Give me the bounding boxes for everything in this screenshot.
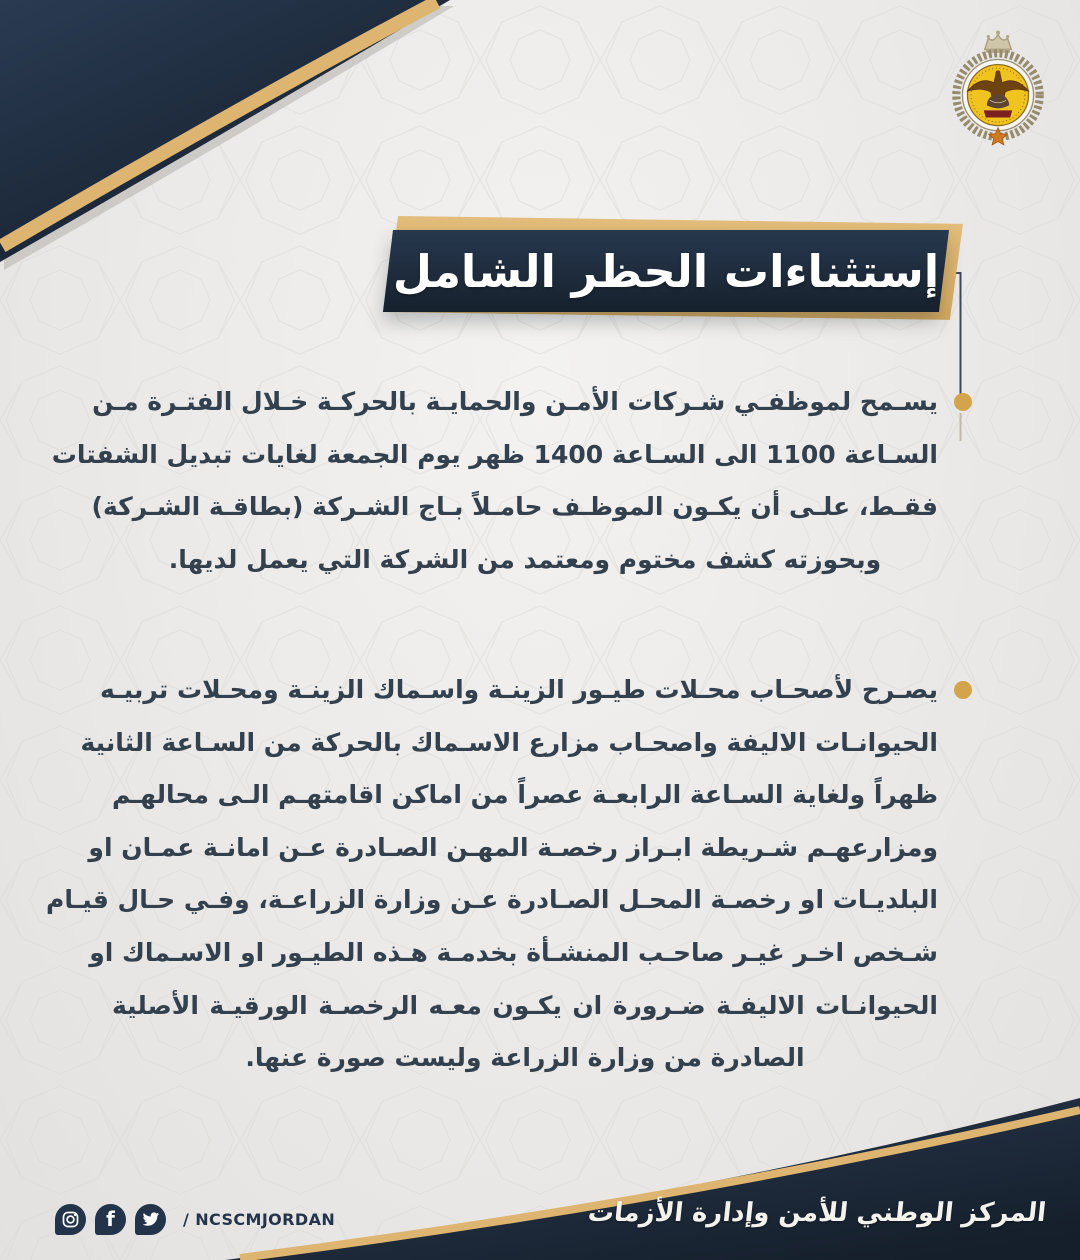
social-media-row xyxy=(55,1204,335,1235)
bullet-marker-1 xyxy=(954,393,972,411)
facebook-icon[interactable]: f xyxy=(95,1204,126,1235)
exception-paragraph-2 xyxy=(46,664,938,1085)
crown-icon xyxy=(985,31,1011,53)
instagram-icon[interactable] xyxy=(55,1204,86,1235)
paragraph-line: السـاعة 1100 الى السـاعة 1400 ظهر يوم الجمعة لغايات تبديل الشفتات xyxy=(51,439,938,469)
ribbon-banner xyxy=(984,110,1012,117)
twitter-icon[interactable] xyxy=(135,1204,166,1235)
paragraph-line: البلديـات او رخصـة المحـل الصـادرة عـن وزارة الزراعـة، وفـي حـال قيـام xyxy=(46,885,938,915)
emblem-icon xyxy=(942,28,1054,148)
paragraph-line: الصادرة من وزارة الزراعة وليست صورة عنها. xyxy=(245,1043,805,1073)
social-handle-label: / NCSCMJORDAN xyxy=(183,1210,336,1229)
paragraph-line: شـخص اخـر غيـر صاحـب المنشـأة بخدمـة هـذه الطيـور او الاسـماك او xyxy=(89,937,938,967)
paragraph-line: الحيوانـات الاليفة واصحـاب مزارع الاسـماك بالحركة من السـاعة الثانية xyxy=(80,727,938,757)
page-title: إستثناءات الحظر الشامل xyxy=(392,244,940,298)
bullet-marker-2 xyxy=(954,681,972,699)
title-banner xyxy=(383,230,949,312)
ncscm-royal-emblem xyxy=(942,28,1054,148)
paragraph-line: فقـط، علـى أن يكـون الموظـف حامـلاً بـاج الشـركة (بطاقـة الشـركة) xyxy=(91,492,938,522)
paragraph-line: الحيوانـات الاليفـة ضـرورة ان يكـون معـه الرخصـة الورقيـة الأصلية xyxy=(112,990,938,1020)
ncscm-signature-calligraphy: المركز الوطني للأمن وإدارة الأزمات xyxy=(586,1198,1048,1228)
paragraph-line: ظهراً ولغاية السـاعة الرابعـة عصراً من اماكن اقامتهـم الـى محالهـم xyxy=(112,780,938,810)
paragraph-line: ومزارعهـم شـريطة ابـراز رخصـة المهـن الصـادرة عـن امانـة عمـان او xyxy=(88,832,938,862)
paragraph-line: يصـرح لأصحـاب محـلات طيـور الزينـة واسـماك الزينـة ومحـلات تربيـه xyxy=(100,675,938,704)
paragraph-line: وبحوزته كشف مختوم ومعتمد من الشركة التي يعمل لديها. xyxy=(168,544,882,574)
paragraph-line: يسـمح لموظفـي شـركات الأمـن والحمايـة بالحركـة خـلال الفتـرة مـن xyxy=(92,387,938,416)
exception-paragraph-1 xyxy=(51,376,938,586)
